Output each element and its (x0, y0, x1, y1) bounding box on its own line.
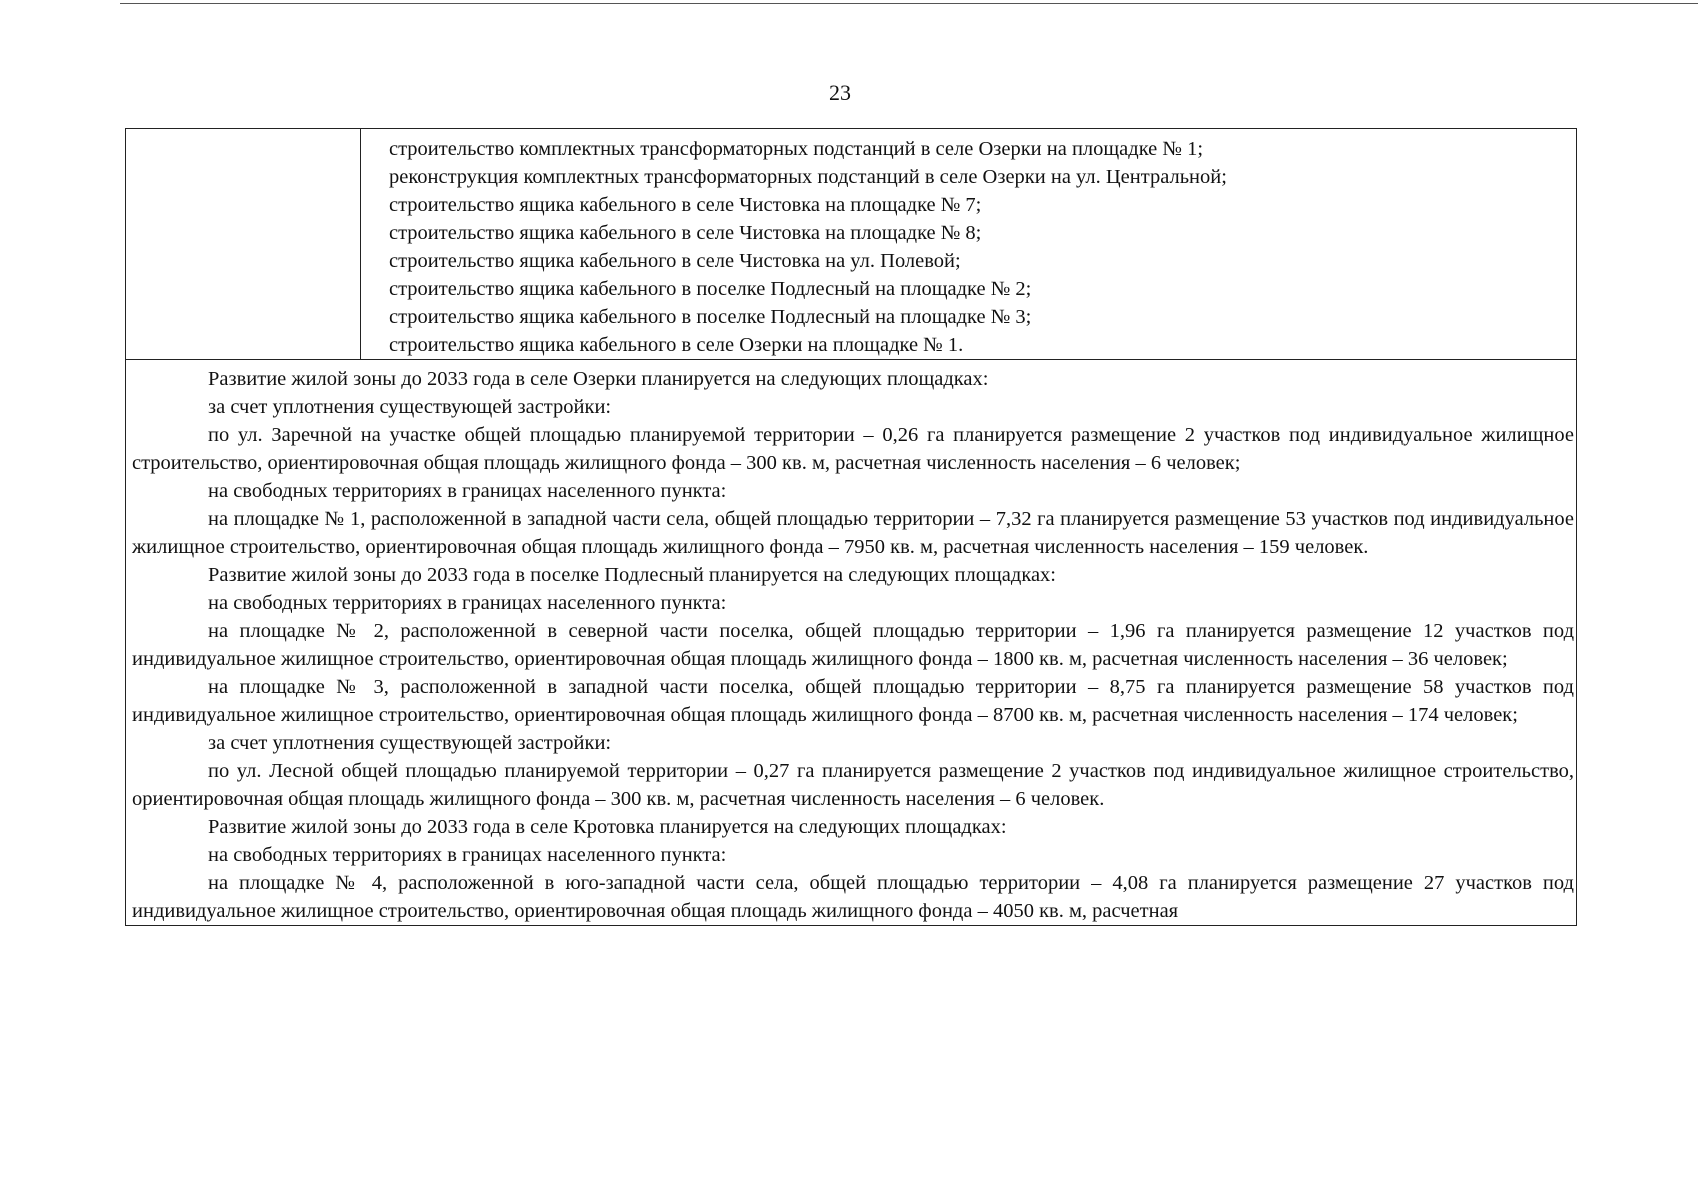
list-item: строительство ящика кабельного в селе Чистовка на площадке № 7; (389, 194, 982, 216)
list-item: строительство ящика кабельного в селе Озерки на площадке № 1. (389, 334, 964, 356)
paragraph-subheading: на свободных территориях в границах населенного пункта: (208, 844, 727, 866)
list-item: строительство ящика кабельного в селе Чистовка на ул. Полевой; (389, 250, 961, 272)
scan-top-edge-line (120, 3, 1698, 4)
paragraph-subheading: на свободных территориях в границах населенного пункта: (208, 592, 727, 614)
list-item: строительство ящика кабельного в селе Чистовка на площадке № 8; (389, 222, 982, 244)
paragraph: на площадке № 2, расположенной в северной части поселка, общей площадью территории – 1,96 га планируется размещение 12 участков под индивидуальное жилищное строительство, ориентировочная общая площадь жилищного фонда – 1800 кв. м, расчетная численность населения – 36 человек; (132, 620, 1574, 670)
paragraph-heading-ozerki: Развитие жилой зоны до 2033 года в селе Озерки планируется на следующих площадках: (208, 368, 989, 390)
paragraph-heading-podlesny: Развитие жилой зоны до 2033 года в поселке Подлесный планируется на следующих площадках: (208, 564, 1057, 586)
paragraph-subheading: за счет уплотнения существующей застройки: (208, 732, 612, 754)
page-number: 23 (829, 80, 851, 105)
paragraph-subheading: на свободных территориях в границах населенного пункта: (208, 480, 727, 502)
paragraph-heading-krotovka: Развитие жилой зоны до 2033 года в селе Кротовка планируется на следующих площадках: (208, 816, 1007, 838)
paragraph: по ул. Заречной на участке общей площадью планируемой территории – 0,26 га планируется размещение 2 участков под индивидуальное жилищное строительство, ориентировочная общая площадь жилищного фонда – 300 кв. м, расчетная численность населения – 6 человек; (132, 424, 1574, 474)
paragraph: на площадке № 4, расположенной в юго-западной части села, общей площадью территории – 4,08 га планируется размещение 27 участков под индивидуальное жилищное строительство, ориентировочная общая площадь жилищного фонда – 4050 кв. м, расчетная (132, 872, 1574, 922)
list-item: строительство ящика кабельного в поселке Подлесный на площадке № 2; (389, 278, 1032, 300)
list-item: реконструкция комплектных трансформаторных подстанций в селе Озерки на ул. Центральной; (389, 166, 1227, 188)
list-item: строительство ящика кабельного в поселке Подлесный на площадке № 3; (389, 306, 1032, 328)
paragraph: на площадке № 1, расположенной в западной части села, общей площадью территории – 7,32 га планируется размещение 53 участков под индивидуальное жилищное строительство, ориентировочная общая площадь жилищного фонда – 7950 кв. м, расчетная численность населения – 159 человек. (132, 508, 1574, 558)
table-cell-empty (126, 129, 361, 359)
paragraph: по ул. Лесной общей площадью планируемой территории – 0,27 га планируется размещение 2 участков под индивидуальное жилищное строительство, ориентировочная общая площадь жилищного фонда – 300 кв. м, расчетная численность населения – 6 человек. (132, 760, 1574, 810)
paragraph-subheading: за счет уплотнения существующей застройки: (208, 396, 612, 418)
table-cell-measures-list (361, 129, 1576, 359)
paragraph: на площадке № 3, расположенной в западной части поселка, общей площадью территории – 8,75 га планируется размещение 58 участков под индивидуальное жилищное строительство, ориентировочная общая площадь жилищного фонда – 8700 кв. м, расчетная численность населения – 174 человек; (132, 676, 1574, 726)
list-item: строительство комплектных трансформаторных подстанций в селе Озерки на площадке № 1; (389, 138, 1204, 160)
document-table (125, 128, 1577, 926)
table-row-residential-text (125, 360, 1577, 926)
table-row-top (125, 128, 1577, 360)
